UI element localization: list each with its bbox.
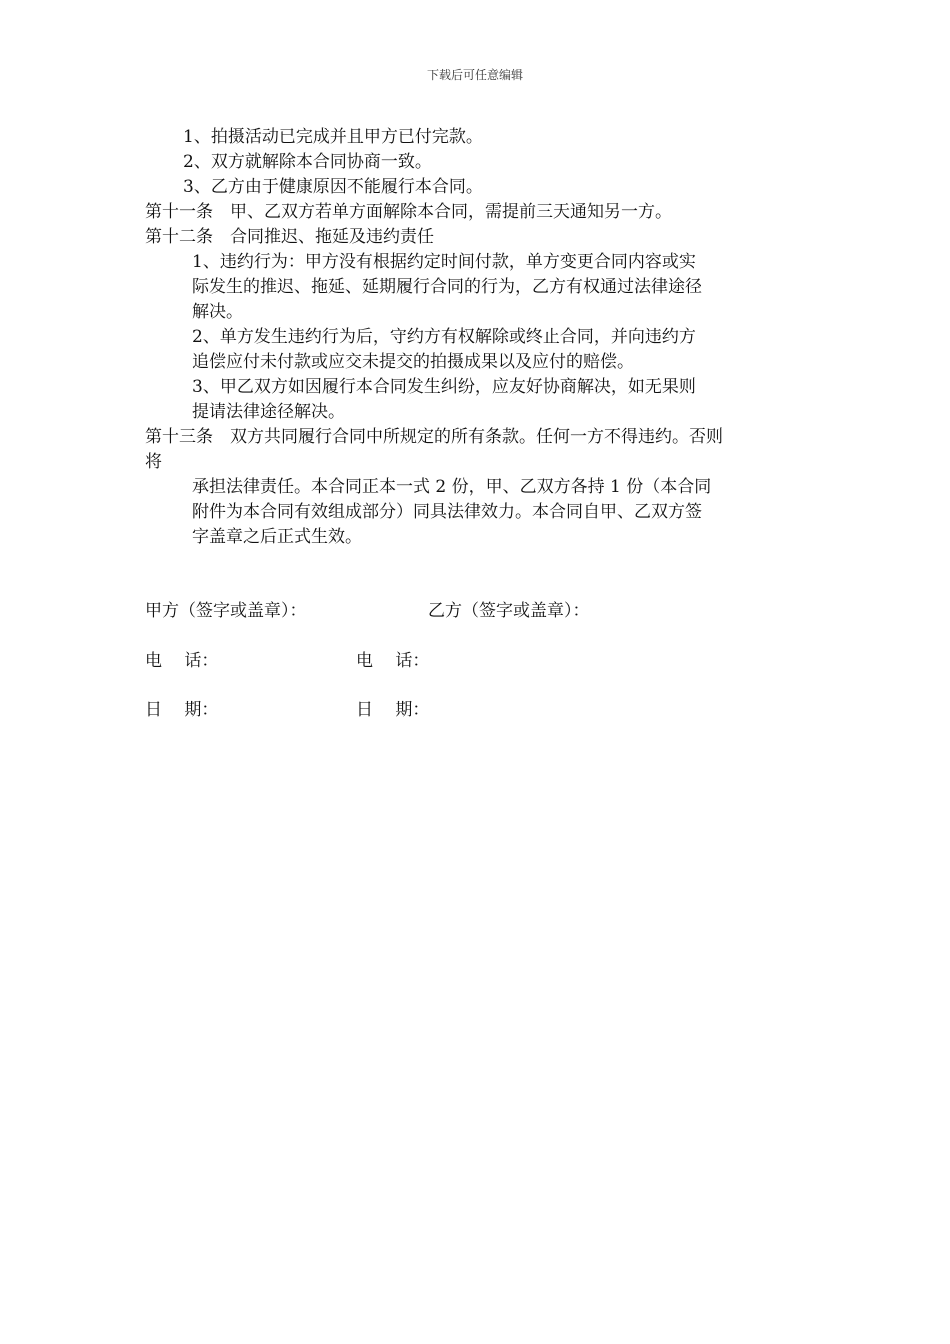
clause-line: 字盖章之后正式生效。 [192, 527, 362, 547]
clause-line: 将 [145, 452, 162, 472]
clause-line: 解决。 [192, 302, 243, 322]
party-a-signature-label: 甲方（签字或盖章）： [145, 601, 307, 621]
party-a-phone-label: 电 话： [145, 651, 219, 671]
clause-line: 际发生的推迟、拖延、延期履行合同的行为，乙方有权通过法律途径 [192, 277, 702, 297]
clause-line: 附件为本合同有效组成部分）同具法律效力。本合同自甲、乙双方签 [192, 502, 702, 522]
clause-line: 2、单方发生违约行为后，守约方有权解除或终止合同，并向违约方 [192, 327, 696, 347]
clause-line: 3、乙方由于健康原因不能履行本合同。 [183, 177, 483, 197]
party-b-phone-label: 电 话： [356, 651, 430, 671]
clause-line: 2、双方就解除本合同协商一致。 [183, 152, 432, 172]
page-header: 下载后可任意编辑 [426, 68, 523, 82]
article-12-title: 第十二条 合同推迟、拖延及违约责任 [145, 227, 434, 247]
party-b-signature-label: 乙方（签字或盖章）： [428, 601, 590, 621]
clause-line: 1、违约行为：甲方没有根据约定时间付款，单方变更合同内容或实 [192, 252, 696, 272]
party-b-date-label: 日 期： [356, 700, 430, 720]
clause-line: 提请法律途径解决。 [192, 402, 345, 422]
article-11: 第十一条 甲、乙双方若单方面解除本合同，需提前三天通知另一方。 [145, 202, 672, 222]
clause-line: 承担法律责任。本合同正本一式 2 份，甲、乙双方各持 1 份（本合同 [192, 477, 712, 497]
clause-line: 1、拍摄活动已完成并且甲方已付完款。 [183, 127, 483, 147]
clause-line: 追偿应付未付款或应交未提交的拍摄成果以及应付的赔偿。 [192, 352, 634, 372]
party-a-date-label: 日 期： [145, 700, 219, 720]
article-13: 第十三条 双方共同履行合同中所规定的所有条款。任何一方不得违约。否则 [145, 427, 723, 447]
clause-line: 3、甲乙双方如因履行本合同发生纠纷，应友好协商解决，如无果则 [192, 377, 696, 397]
